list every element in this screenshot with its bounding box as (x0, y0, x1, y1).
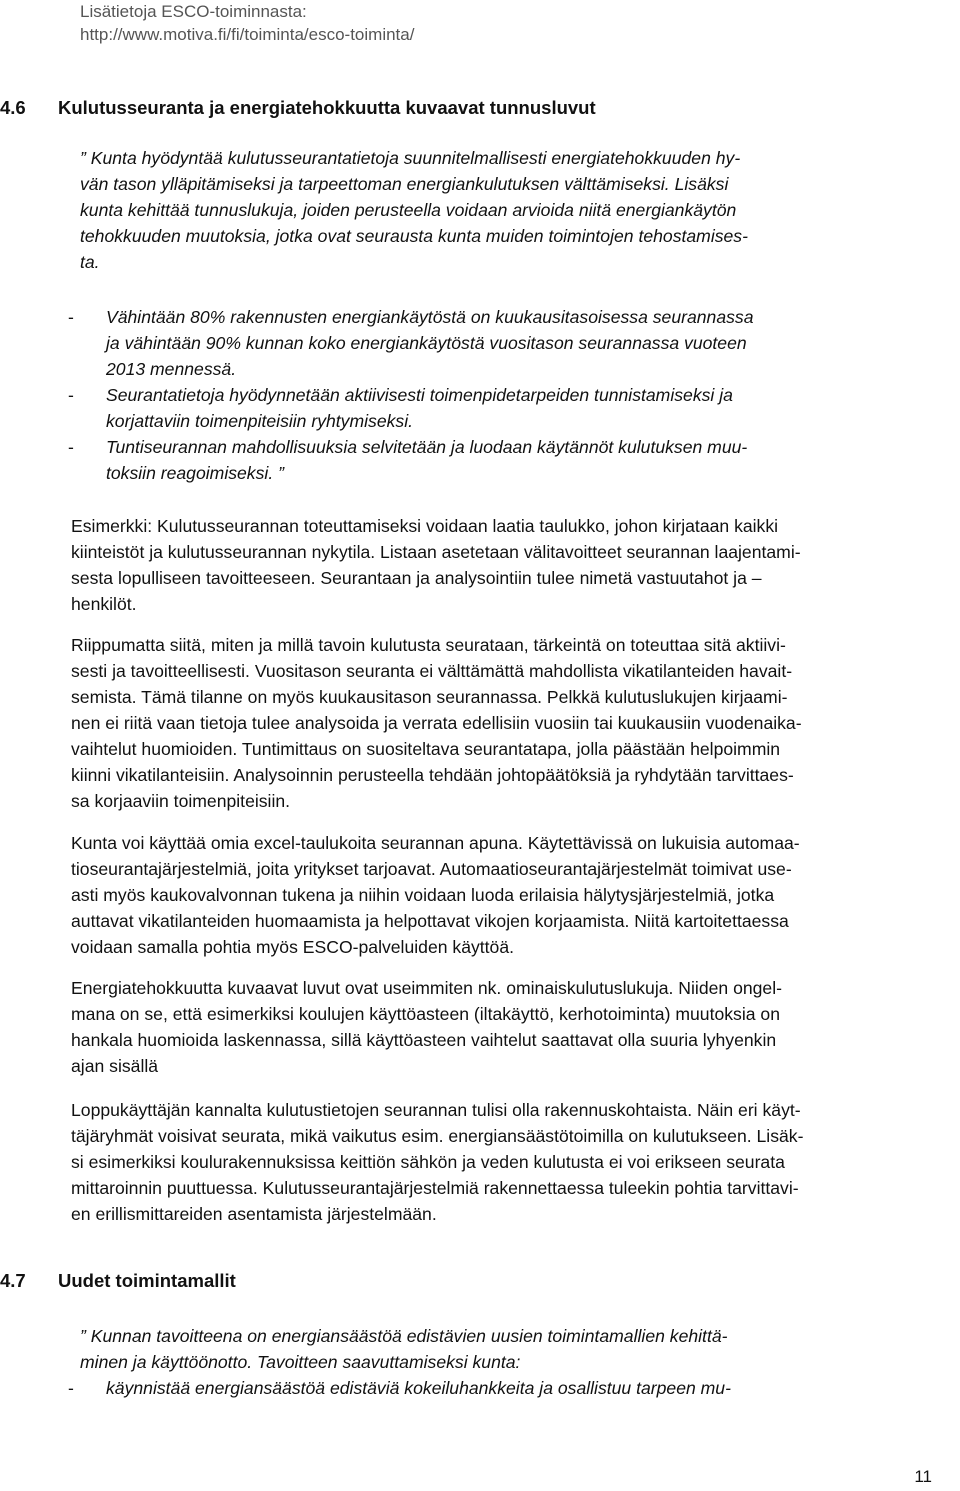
paragraph-line: nen ei riitä vaan tietoja tulee analysoida ja verrata edellisiin vuosiin tai kuukausiin vuodenaika- (71, 713, 802, 733)
quote-line: vän tason ylläpitämiseksi ja tarpeettoman energiankulutuksen välttämiseksi. Lisäksi (80, 174, 729, 194)
paragraph-line: henkilöt. (71, 594, 137, 614)
paragraph-line: sesta lopulliseen tavoitteeseen. Seurantaan ja analysointiin tulee nimetä vastuutahot ja – (71, 568, 762, 588)
header-line-1: Lisätietoja ESCO-toiminnasta: (80, 2, 307, 21)
paragraph-line: auttavat vikatilanteiden huomaamista ja helpottavat vikojen korjaamista. Niitä kartoitettaessa (71, 911, 789, 931)
quote-line: ” Kunnan tavoitteena on energiansäästöä edistävien uusien toimintamallien kehittä- (80, 1326, 728, 1346)
quote-line: minen ja käyttöönotto. Tavoitteen saavuttamiseksi kunta: (80, 1352, 521, 1372)
list-item (68, 1375, 731, 1401)
bullet-line: käynnistää energiansäästöä edistäviä kokeiluhankkeita ja osallistuu tarpeen mu- (106, 1378, 731, 1398)
paragraph-line: asti myös kaukovalvonnan tukena ja niihin voidaan luoda erilaisia hälytysjärjestelmiä, jotka (71, 885, 775, 905)
paragraph-line: mittaroinnin puuttuessa. Kulutusseurantajärjestelmiä rakennettaessa tuleekin pohtia tarvittavi- (71, 1178, 799, 1198)
header-url[interactable]: http://www.motiva.fi/fi/toiminta/esco-toiminta/ (80, 25, 415, 44)
section-4-7-heading (0, 1270, 960, 1296)
paragraph-line: Loppukäyttäjän kannalta kulutustietojen seurannan tulisi olla rakennuskohtaista. Näin eri käyt- (71, 1100, 801, 1120)
paragraph-monitoring (71, 632, 802, 814)
list-item (68, 434, 754, 486)
paragraph-line: sa korjaaviin toimenpiteisiin. (71, 791, 291, 811)
paragraph-line: täjäryhmät voisivat seurata, mikä vaikutus esim. energiansäästötoimilla on kulutukseen. Lisäk- (71, 1126, 804, 1146)
section-4-7-bullet-list (68, 1375, 731, 1401)
bullet-line: Seurantatietoja hyödynnetään aktiivisesti toimenpidetarpeiden tunnistamiseksi ja (106, 385, 733, 405)
quote-line: kunta kehittää tunnuslukuja, joiden perusteella voidaan arvioida niitä energiankäytön (80, 200, 737, 220)
paragraph-indicators (71, 975, 782, 1079)
bullet-line: 2013 mennessä. (106, 359, 237, 379)
paragraph-line: Energiatehokkuutta kuvaavat luvut ovat useimmiten nk. ominaiskulutuslukuja. Niiden ongel- (71, 978, 782, 998)
paragraph-line: sesti ja tavoitteellisesti. Vuositason seuranta ei välttämättä mahdollista vikatilanteiden havait- (71, 661, 793, 681)
bullet-line: toksiin reagoimiseksi. ” (106, 463, 284, 483)
paragraph-line: mana on se, että esimerkiksi koulujen käyttöasteen (iltakäyttö, kerhotoiminta) muutoksia on (71, 1004, 780, 1024)
quote-line: ta. (80, 252, 100, 272)
paragraph-line: en erillismittareiden asentamista järjestelmään. (71, 1204, 437, 1224)
paragraph-line: hankala huomioida laskennassa, sillä käyttöasteen vaihtelut saattavat olla suuria lyhyenkin (71, 1030, 777, 1050)
paragraph-line: tioseurantajärjestelmiä, joita yritykset tarjoavat. Automaatioseurantajärjestelmät toimivat use- (71, 859, 792, 879)
section-4-7-quote (80, 1323, 727, 1375)
list-item (68, 382, 754, 434)
bullet-dash: - (68, 385, 74, 405)
paragraph-line: semista. Tämä tilanne on myös kuukausitason seurannassa. Pelkkä kulutuslukujen kirjaami- (71, 687, 788, 707)
bullet-dash: - (68, 307, 74, 327)
bullet-line: ja vähintään 90% kunnan koko energiankäytöstä vuositason seurannassa vuoteen (106, 333, 747, 353)
paragraph-example (71, 513, 801, 617)
section-4-6-bullet-list (68, 304, 754, 486)
paragraph-line: kiinteistöt ja kulutusseurannan nykytila. Listaan asetetaan välitavoitteet seurannan laajentami- (71, 542, 801, 562)
quote-line: ” Kunta hyödyntää kulutusseurantatietoja suunnitelmallisesti energiatehokkuuden hy- (80, 148, 741, 168)
bullet-line: korjattaviin toimenpiteisiin ryhtymiseksi. (106, 411, 414, 431)
paragraph-line: Riippumatta siitä, miten ja millä tavoin kulutusta seurataan, tärkeintä on toteuttaa sitä aktiivi- (71, 635, 786, 655)
paragraph-line: Esimerkki: Kulutusseurannan toteuttamiseksi voidaan laatia taulukko, johon kirjataan kaikki (71, 516, 779, 536)
paragraph-line: si esimerkiksi koulurakennuksissa keittiön sähkön ja veden kulutusta ei voi erikseen seurata (71, 1152, 785, 1172)
quote-line: tehokkuuden muutoksia, jotka ovat seurausta kunta muiden toimintojen tehostamises- (80, 226, 748, 246)
bullet-dash: - (68, 1378, 74, 1398)
list-item (68, 304, 754, 382)
section-title: Uudet toimintamallit (58, 1270, 236, 1291)
paragraph-line: Kunta voi käyttää omia excel-taulukoita seurannan apuna. Käytettävissä on lukuisia automaa- (71, 833, 800, 853)
paragraph-line: voidaan samalla pohtia myös ESCO-palveluiden käyttöä. (71, 937, 515, 957)
paragraph-end-user (71, 1097, 803, 1227)
section-4-6-quote (80, 145, 748, 275)
paragraph-line: ajan sisällä (71, 1056, 159, 1076)
bullet-line: Tuntiseurannan mahdollisuuksia selvitetään ja luodaan käytännöt kulutuksen muu- (106, 437, 748, 457)
page-number: 11 (914, 1467, 932, 1486)
paragraph-line: vaihtelut huomioiden. Tuntimittaus on suositeltava seurantatapa, jolla päästään helpoimmin (71, 739, 781, 759)
header-source-note (80, 0, 414, 46)
section-4-6-heading (0, 97, 960, 123)
bullet-line: Vähintään 80% rakennusten energiankäytöstä on kuukausitasoisessa seurannassa (106, 307, 754, 327)
bullet-dash: - (68, 437, 74, 457)
section-number: 4.6 (0, 97, 26, 118)
section-number: 4.7 (0, 1270, 26, 1291)
section-title: Kulutusseuranta ja energiatehokkuutta kuvaavat tunnusluvut (58, 97, 596, 118)
paragraph-line: kiinni vikatilanteisiin. Analysoinnin perusteella tehdään johtopäätöksiä ja ryhdytään tarvittaes- (71, 765, 794, 785)
paragraph-tools (71, 830, 800, 960)
